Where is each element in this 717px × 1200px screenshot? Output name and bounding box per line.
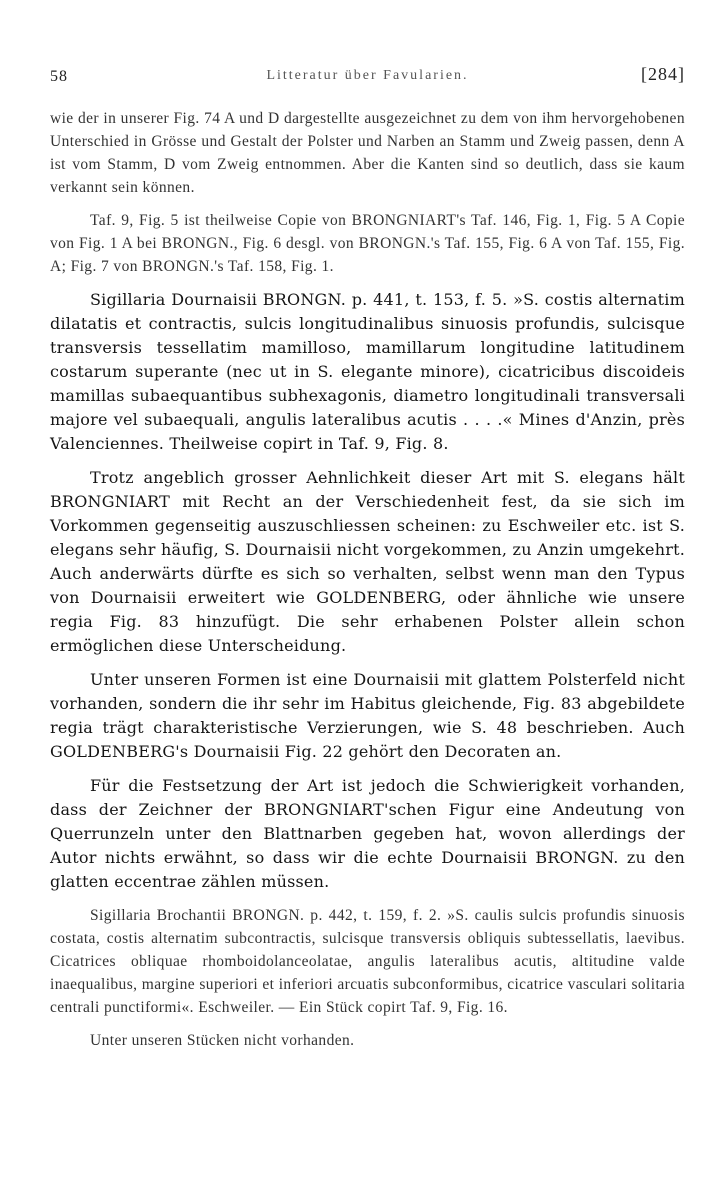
bracket-page-number: [284] — [641, 64, 685, 84]
page-number: 58 — [50, 68, 68, 85]
body-text — [50, 107, 685, 1062]
paragraph-comparison-elegans: Trotz angeblich grosser Aehnlichkeit dieser Art mit S. elegans hält BRONGNIART mit Recht an der Verschiedenheit fest, da sie sich im Vorkommen gegenseitig auszuschliessen scheinen: zu Eschweiler etc. ist S. elegans sehr häufig, S. Dournaisii nicht vorgekommen, zu Anzin umgekehrt. Auch anderwärts dürfte es sich so verhalten, selbst wenn man den Typus von Dournaisii erweitert wie GOLDENBERG, oder ähnliche wie unsere regia Fig. 83 hinzufügt. Die sehr erhabenen Polster allein schon ermöglichen diese Unterscheidung. — [50, 468, 685, 655]
paragraph-continuation: wie der in unserer Fig. 74 A und D dargestellte ausgezeichnet zu dem von ihm hervorgehobenen Unterschied in Grösse und Gestalt der Polster und Narben an Stamm und Zweig passen, denn A ist vom Stamm, D vom Zweig entnommen. Aber die Kanten sind so deutlich, dass sie kaum verkannt sein können. — [50, 110, 685, 196]
paragraph-not-present: Unter unseren Stücken nicht vorhanden. — [90, 1032, 355, 1049]
running-header — [50, 64, 685, 90]
paragraph-sigillaria-dournaisii: Sigillaria Dournaisii BRONGN. p. 441, t. 153, f. 5. »S. costis alternatim dilatatis et contractis, sulcis longitudinalibus sinuosis profundis, sulcisque transversis tessellatim mamilloso, mamillarum longitudine latitudinem costarum superante (nec ut in S. elegante minore), cicatricibus discoideis mamillas subaequantibus subhexagonis, diametro longitudinali transversali majore vel subaequali, angulis lateralibus acutis . . . .« Mines d'Anzin, près Valenciennes. Theilweise copirt in Taf. 9, Fig. 8. — [50, 290, 685, 453]
paragraph-sigillaria-brochantii: Sigillaria Brochantii BRONGN. p. 442, t. 159, f. 2. »S. caulis sulcis profundis sinuosis costata, costis alternatim subcontractis, sulcisque transversis obliquis subtessellatis, laevibus. Cicatrices obliquae rhomboidolanceolatae, angulis lateralibus acutis, altitudine valde inaequalibus, margine superiori et inferiori arcuatis subconformibus, cicatrice vasculari solitaria centrali punctiformi«. Eschweiler. — Ein Stück copirt Taf. 9, Fig. 16. — [50, 907, 685, 1016]
running-title: Litteratur über Favularien. — [266, 68, 469, 83]
paragraph-species-difficulty: Für die Festsetzung der Art ist jedoch die Schwierigkeit vorhanden, dass der Zeichner der BRONGNIART'schen Figur eine Andeutung von Querrunzeln unter den Blattnarben gegeben hat, wovon allerdings der Autor nichts erwähnt, so dass wir die echte Dournaisii BRONGN. zu den glatten eccentrae zählen müssen. — [50, 776, 685, 891]
paragraph-our-forms: Unter unseren Formen ist eine Dournaisii mit glattem Polsterfeld nicht vorhanden, sondern die ihr sehr im Habitus gleichende, Fig. 83 abgebildete regia trägt charakteristische Verzierungen, wie S. 48 beschrieben. Auch GOLDENBERG's Dournaisii Fig. 22 gehört den Decoraten an. — [50, 670, 685, 761]
paragraph-figure-notes: Taf. 9, Fig. 5 ist theilweise Copie von BRONGNIART's Taf. 146, Fig. 1, Fig. 5 A Copie von Fig. 1 A bei BRONGN., Fig. 6 desgl. von BRONGN.'s Taf. 155, Fig. 6 A von Taf. 155, Fig. A; Fig. 7 von BRONGN.'s Taf. 158, Fig. 1. — [50, 212, 685, 275]
